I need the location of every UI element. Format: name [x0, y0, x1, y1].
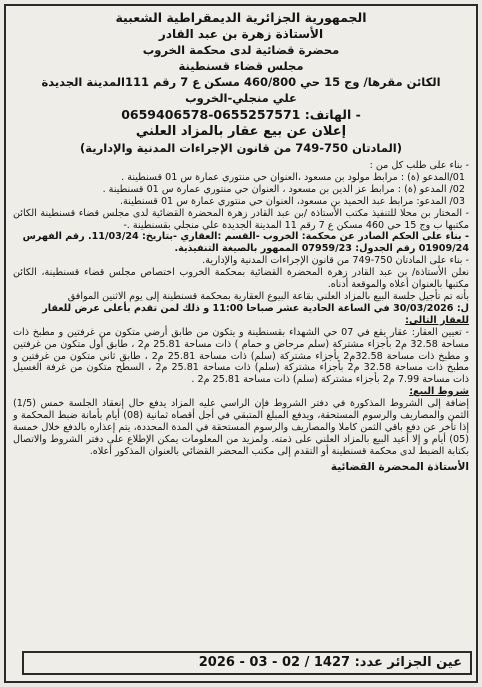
judgment-line-1: - بناء على الحكم الصادر عن محكمة: الخروب -القسم :العقاري -بتاريخ: 11/03/24. رقم الفهرس [22, 231, 469, 243]
signature: الأستاذة المحضرة القضائية [330, 460, 469, 473]
address-line-2: علي منجلي-الخروب [185, 91, 297, 105]
address-line-1: الكائن مقرها/ وج 15 حي 460/800 مسكن ع 7 رقم 111المدينة الجديدة [41, 75, 441, 89]
party-3: 03/ المدعو: مرابط عبد الحميد بن مسعود، العنوان حي منتوري عمارة س 01 قسنطينة. [119, 195, 465, 207]
legal-notice-page [4, 4, 478, 683]
court-council: مجلس قضاء قسنطينة [178, 59, 304, 73]
notice-subtitle: (المادتان 750-749 من قانون الإجراءات المدنية والإدارية) [80, 141, 402, 155]
session-line-2: ل: 30/03/2026 في الساعة الحادية عشر صباحا 11:00 و ذلك لمن تقدم بأعلى عرض للعقار [42, 302, 469, 314]
intro-line: - بناء على طلب كل من : [369, 160, 469, 171]
property-description: - تعيين العقار: عقار يقع في 07 حي الشهداء بقسنطينة و يتكون من طابق أرضي متكون من غرفتين و مطبخ ذات مساحة 32.58 م2 بأجزاء مشتركة (سلم مرحاض و حمام ) ذات مساحة 25.81 م2 ، طابق أول متكون من غرفتين و مطبخ ذات مساحة 32.58م2 بأجزاء مشتركة (سلم) ذات مساحة 25.81 م2 ، طابق ثاني متكون من غرفتين و مطبخ ذات مساحة 32.58 م2 بأجزاء مشتركة (سلم) ذات مساحة 25.81 م2 ، السطح متكون من غرفة الغسيل ذات مساحة 7.99 م2 بأجزاء مشتركة (سلم) ذات مساحة 25.81 م2 . [13, 326, 469, 386]
session-line-3: للعقار التالي: [405, 314, 469, 326]
notary-office: محضرة قضائية لدى محكمة الخروب [142, 43, 340, 57]
party-1: 01/المدعو (ة) : مرابط مولود بن مسعود ،العنوان حي منتوري عمارة س 01 قسنطينة . [121, 171, 465, 183]
session-line-1: بأنه تم تأجيل جلسة البيع بالمزاد العلني بقاعة البيوع العقارية بمحكمة قسنطينة إلى يوم الاثنين الموافق [67, 290, 469, 302]
party-2: 02/ المدعو (ة) : مرابط عز الدين بن مسعود ، العنوان حي منتوري عمارة س 01 قسنطينة . [102, 183, 465, 195]
judgment-line-2: 01909/24 رقم الجدول: 07959/23 الممهور بالصيغة التنفيذية. [174, 243, 469, 255]
notary-name: الأستاذة زهرة بن عبد القادر [158, 27, 324, 41]
phone-numbers: - الهاتف: 0655257571-0659406578 [121, 107, 361, 122]
notice-body [6, 160, 476, 474]
issue-footer: عين الجزائر عدد: 1427 / 02 - 03 - 2026 [22, 651, 472, 675]
notice-title: إعلان عن بيع عقار بالمزاد العلني [135, 124, 347, 139]
republic-header: الجمهورية الجزائرية الديمقراطية الشعبية [115, 10, 367, 25]
announcement: نعلن الأستاذة/ بن عبد القادر زهرة المحضرة القضائية بمحكمة الخروب اختصاص مجلس قضاء قسنطينة، الكائن مكتبها بالعنوان أعلاه والموقعة أدناه. [13, 267, 469, 291]
sale-conditions: إضافة إلى الشروط المذكورة في دفتر الشروط فإن الراسي عليه المزاد يدفع حال إنعقاد الجلسة خمس (1/5) الثمن والمصاريف والرسوم المستحقة، ويدفع المبلغ المتبقي في أجل أقصاه ثمانية (08) أيام بأمانة ضبط المحكمة و إذا تأخر عن دفع باقي الثمن كاملا والمصاريف والرسوم المستحقة في المدة المحددة، يتم إعذاره بالدفع خلال خمسة (05) أيام و إلا أعيد البيع بالمزاد العلني على ذمته. ولمزيد من المعلومات يمكن الإطلاع على دفتر الشروط والاتصال بكتابة الضبط لدى محكمة قسنطينة أو التقدم إلى مكتب المحضر القضائي بالعنوان المذكور أعلاه. [13, 398, 469, 457]
conditions-title: شروط البيع: [409, 386, 469, 398]
articles-line: - بناء على المادتان 750-749 من قانون الإجراءات المدنية والإدارية. [202, 255, 469, 267]
elected-domicile: - المختار بن محلا للتنفيذ مكتب الأستاذة /بن عبد القادر زهرة المحضرة القضائية لدى مجلس قضاء قسنطينة الكائن مكتبها ب وج 15 حي 460 مسكن ع 7 رقم 11 المدينة الجديدة علي منجلي بقسنطينة .- [13, 207, 469, 231]
